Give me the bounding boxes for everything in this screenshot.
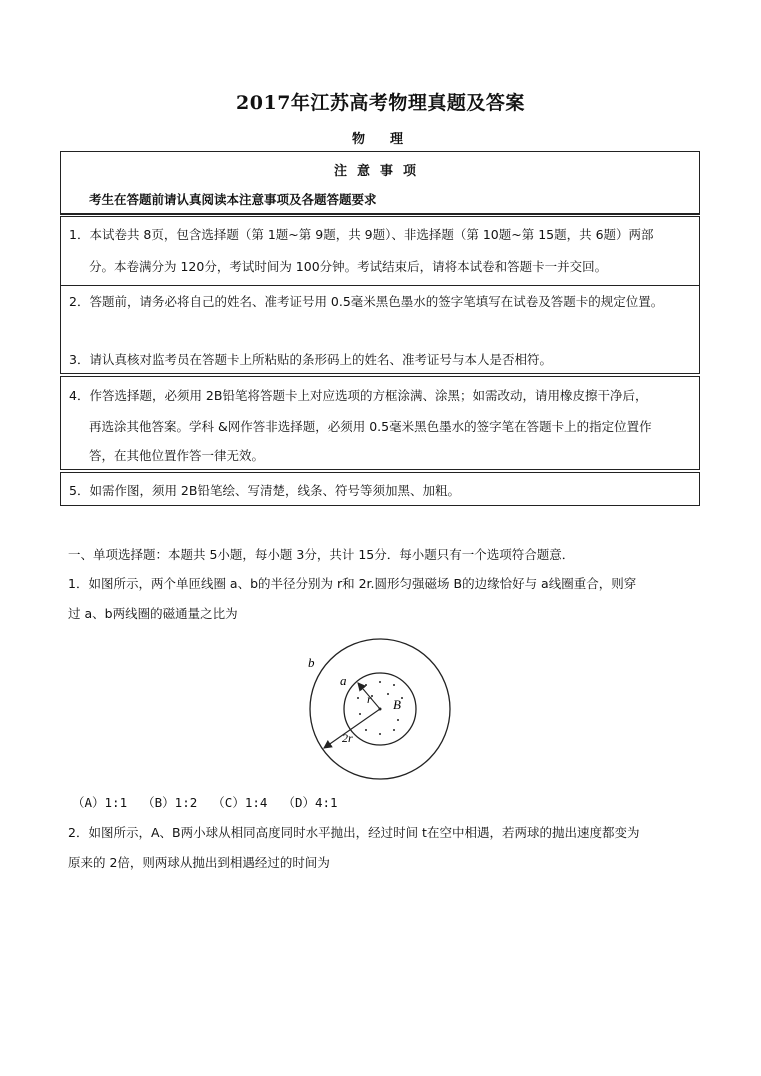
notice-item-4-line-1: 4．作答选择题，必须用 2B铅笔将答题卡上对应选项的方框涂满、涂黑；如需改动，请用橡皮擦干净后， (69, 388, 648, 403)
label-r: r (367, 692, 372, 706)
notice-item-4-box (60, 376, 700, 470)
question-1-line-2: 过 a、b两线圈的磁通量之比为 (68, 606, 238, 621)
notice-heading: 注意事项 (333, 164, 426, 179)
notice-item-5: 5．如需作图，须用 2B铅笔绘、写清楚，线条、符号等须加黑、加粗。 (69, 483, 460, 498)
label-B: B (393, 697, 401, 712)
notice-item-2-3-box (60, 285, 700, 374)
question-2-line-1: 2．如图所示，A、B两小球从相同高度同时水平抛出，经过时间 t在空中相遇，若两球的抛出速度都变为 (68, 825, 640, 840)
notice-header-box (60, 151, 700, 215)
notice-item-4-line-3: 答，在其他位置作答一律无效。 (89, 448, 265, 463)
question-2-line-2: 原来的 2倍，则两球从抛出到相遇经过的时间为 (68, 855, 330, 870)
label-a: a (340, 673, 347, 688)
coil-field-diagram (300, 630, 460, 792)
notice-item-3: 3．请认真核对监考员在答题卡上所粘贴的条形码上的姓名、准考证号与本人是否相符。 (69, 352, 552, 367)
section-heading-single-choice: 一、单项选择题：本题共 5小题，每小题 3分，共计 15分．每小题只有一个选项符合题意． (68, 547, 575, 562)
notice-item-1-box (60, 216, 700, 286)
notice-item-5-box (60, 472, 700, 506)
notice-instruction: 考生在答题前请认真阅读本注意事项及各题答题要求 (89, 192, 377, 207)
notice-item-1-line-2: 分。本卷满分为 120分，考试时间为 100分钟。考试结束后，请将本试卷和答题卡一并交回。 (89, 259, 608, 274)
notice-item-2: 2．答题前，请务必将自己的姓名、准考证号用 0.5毫米黑色墨水的签字笔填写在试卷及答题卡的规定位置。 (69, 294, 664, 309)
question-1-choices: （A）1:1 （B）1:2 （C）1:4 （D）4:1 (72, 795, 338, 810)
notice-item-1-line-1: 1．本试卷共 8页，包含选择题（第 1题~第 9题，共 9题）、非选择题（第 10题~第 15题，共 6题）两部 (69, 227, 654, 242)
label-b: b (308, 655, 315, 670)
subject-subtitle: 物 理 (351, 132, 409, 147)
label-2r: 2r (342, 731, 353, 745)
question-1-line-1: 1．如图所示，两个单匝线圈 a、b的半径分别为 r和 2r.圆形匀强磁场 B的边缘恰好与 a线圈重合，则穿 (68, 576, 637, 591)
page-title: 2017年江苏高考物理真题及答案 (236, 92, 525, 114)
notice-item-4-line-2: 再选涂其他答案。学科 &网作答非选择题，必须用 0.5毫米黑色墨水的签字笔在答题卡上的指定位置作 (89, 419, 652, 434)
